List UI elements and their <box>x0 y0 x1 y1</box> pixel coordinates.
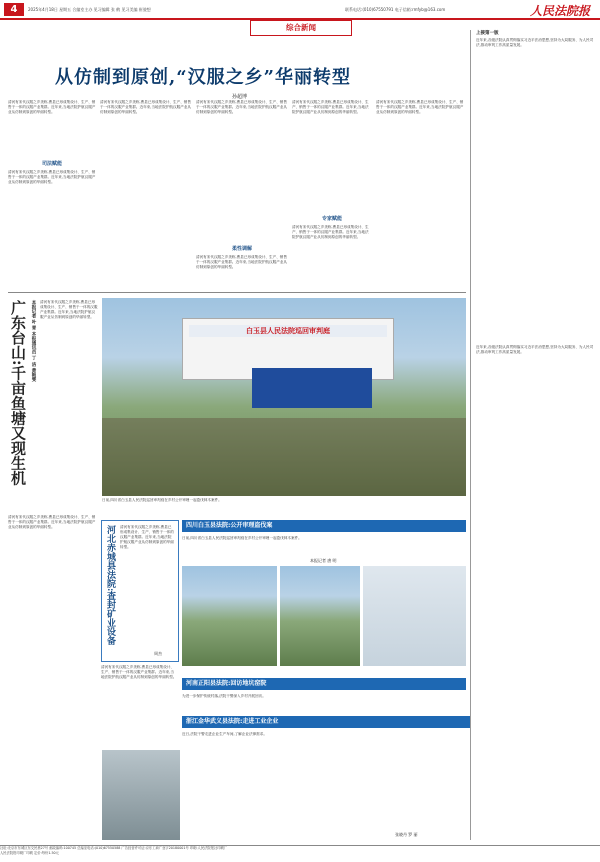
factory-photo <box>102 750 180 840</box>
feature-text-b: 清河有宋代汉服之乡美称,曹县已形成集设计、生产、销售于一体的汉服产业集群。近年来,当地法院护航汉服产业从仿制到原创的华丽转型。 <box>8 515 96 529</box>
main-col3b-text: 清河有宋代汉服之乡美称,曹县已形成集设计、生产、销售于一体的汉服产业集群。近年来,当地法院护航汉服产业从仿制到原创的华丽转型。 <box>196 255 287 269</box>
sidebar-extra-text: 清河有宋代汉服之乡美称,曹县已形成集设计、生产、销售于一体的汉服产业集群。近年来,当地法院护航汉服产业从仿制到原创的华丽转型。 <box>101 665 177 679</box>
right-col-text-top: 近年来,各级法院认真贯彻落实习近平法治思想,坚持为大局服务、为人民司法,推动审判工作高质量发展。 <box>476 38 594 47</box>
sidebar-text: 清河有宋代汉服之乡美称,曹县已形成集设计、生产、销售于一体的汉服产业集群。近年来,当地法院护航汉服产业从仿制到原创的华丽转型。 <box>120 525 174 549</box>
subhead-expert: 专家赋能 <box>321 216 342 222</box>
main-col2-text: 清河有宋代汉服之乡美称,曹县已形成集设计、生产、销售于一体的汉服产业集群。近年来,当地法院护航汉服产业从仿制到原创的华丽转型。 <box>100 100 191 114</box>
main-headline: 从仿制到原创,“汉服之乡”华丽转型 <box>55 67 351 88</box>
contact-line: 联系电话:(010)67550791 电子信箱:rmfyb@163.com <box>345 7 446 12</box>
main-byline: 孙超博 <box>232 94 248 100</box>
story1-photo-right <box>363 566 466 666</box>
story1-title: 四川白玉县法院:公开审理盗伐案 <box>182 520 466 532</box>
story2-title: 河南正阳县法院:回访地坑窑院 <box>182 678 466 690</box>
right-col-text-bottom: 近年来,各级法院认真贯彻落实习近平法治思想,坚持为大局服务、为人民司法,推动审判工作高质量发展。 <box>476 345 594 354</box>
main-col4-text: 清河有宋代汉服之乡美称,曹县已形成集设计、生产、销售于一体的汉服产业集群。近年来,当地法院护航汉服产业从仿制到原创的华丽转型。 <box>292 100 369 114</box>
main-lead-text: 清河有宋代汉服之乡美称,曹县已形成集设计、生产、销售于一体的汉服产业集群。近年来,当地法院护航汉服产业从仿制到原创的华丽转型。 <box>8 100 96 114</box>
feature-byline: 本报记者 叶 青 本报通讯员 丁 洁 黄艳雯 <box>31 300 36 382</box>
story3-text: 近日,法院干警走进企业生产车间,了解企业法律需求。 <box>182 732 267 736</box>
bus-banner: 白玉县人民法院巡回审判庭 <box>189 325 387 337</box>
feature-text-a: 清河有宋代汉服之乡美称,曹县已形成集设计、生产、销售于一体的汉服产业集群。近年来,当地法院护航汉服产业从仿制到原创的华丽转型。 <box>40 300 98 319</box>
main-col1-text: 清河有宋代汉服之乡美称,曹县已形成集设计、生产、销售于一体的汉服产业集群。近年来,当地法院护航汉服产业从仿制到原创的华丽转型。 <box>8 170 96 184</box>
story3-title: 浙江金华武义县法院:走进工业企业 <box>182 716 470 728</box>
subhead-justice: 司法赋能 <box>41 161 62 167</box>
section-label: 综合新闻 <box>250 20 352 36</box>
continued-label: 上接第一版 <box>476 31 499 36</box>
sidebar-headline: 河北赤城县法院:查封矿业设备 <box>105 525 115 646</box>
newspaper-logo: 人民法院报 <box>529 4 590 18</box>
main-col4b-text: 清河有宋代汉服之乡美称,曹县已形成集设计、生产、销售于一体的汉服产业集群。近年来,当地法院护航汉服产业从仿制到原创的华丽转型。 <box>292 225 369 239</box>
main-col5-text: 清河有宋代汉服之乡美称,曹县已形成集设计、生产、销售于一体的汉服产业集群。近年来,当地法院护航汉服产业从仿制到原创的华丽转型。 <box>376 100 464 114</box>
story2-text: 为进一步保护传统村落,法院干警深入乡村开展回访。 <box>182 694 266 698</box>
crowd <box>102 418 466 496</box>
sidebar-box <box>101 520 179 662</box>
page-number: 4 <box>4 3 24 16</box>
footer-line-1: 社址:北京市东城区东交民巷27号 邮政编码:100745 总编室电话:(010)67550588 广告经营许可证:京东工商广登字20180001号 印刷:人民法院报社印刷厂 <box>0 846 228 850</box>
story3-byline: 张晓丹 罗 丽 <box>395 832 418 837</box>
footer <box>0 845 600 862</box>
hearing-tent <box>252 368 372 408</box>
story1-byline: 本报记者 唐 明 <box>310 558 337 563</box>
story1-photo-left <box>182 566 277 666</box>
sidebar-byline: 周杰 <box>154 651 162 656</box>
main-col3-text: 清河有宋代汉服之乡美称,曹县已形成集设计、生产、销售于一体的汉服产业集群。近年来,当地法院护航汉服产业从仿制到原创的华丽转型。 <box>196 100 287 114</box>
court-hearing-photo <box>102 298 466 496</box>
photo-caption-text: 日前,四川省白玉县人民法院巡回审判庭在乡村公开审理一起盗伐林木案件。 <box>102 498 222 502</box>
section-divider <box>8 292 466 293</box>
feature-headline: 广东台山:千亩鱼塘又现生机 <box>9 300 27 486</box>
story1-text: 日前,四川省白玉县人民法院巡回审判庭在乡村公开审理一起盗伐林木案件。 <box>182 536 302 540</box>
story1-photo-mid <box>280 566 360 666</box>
column-divider <box>470 30 471 840</box>
footer-line-2: 人民法院报印刷厂印刷 定价:每份1.50元 <box>0 851 59 855</box>
subhead-mediation: 柔性调解 <box>231 246 252 252</box>
date-line: 2025年4月18日 星期五 合编室主办 见习编辑 张 鹤 见习美编 崔骏想 <box>28 7 151 12</box>
